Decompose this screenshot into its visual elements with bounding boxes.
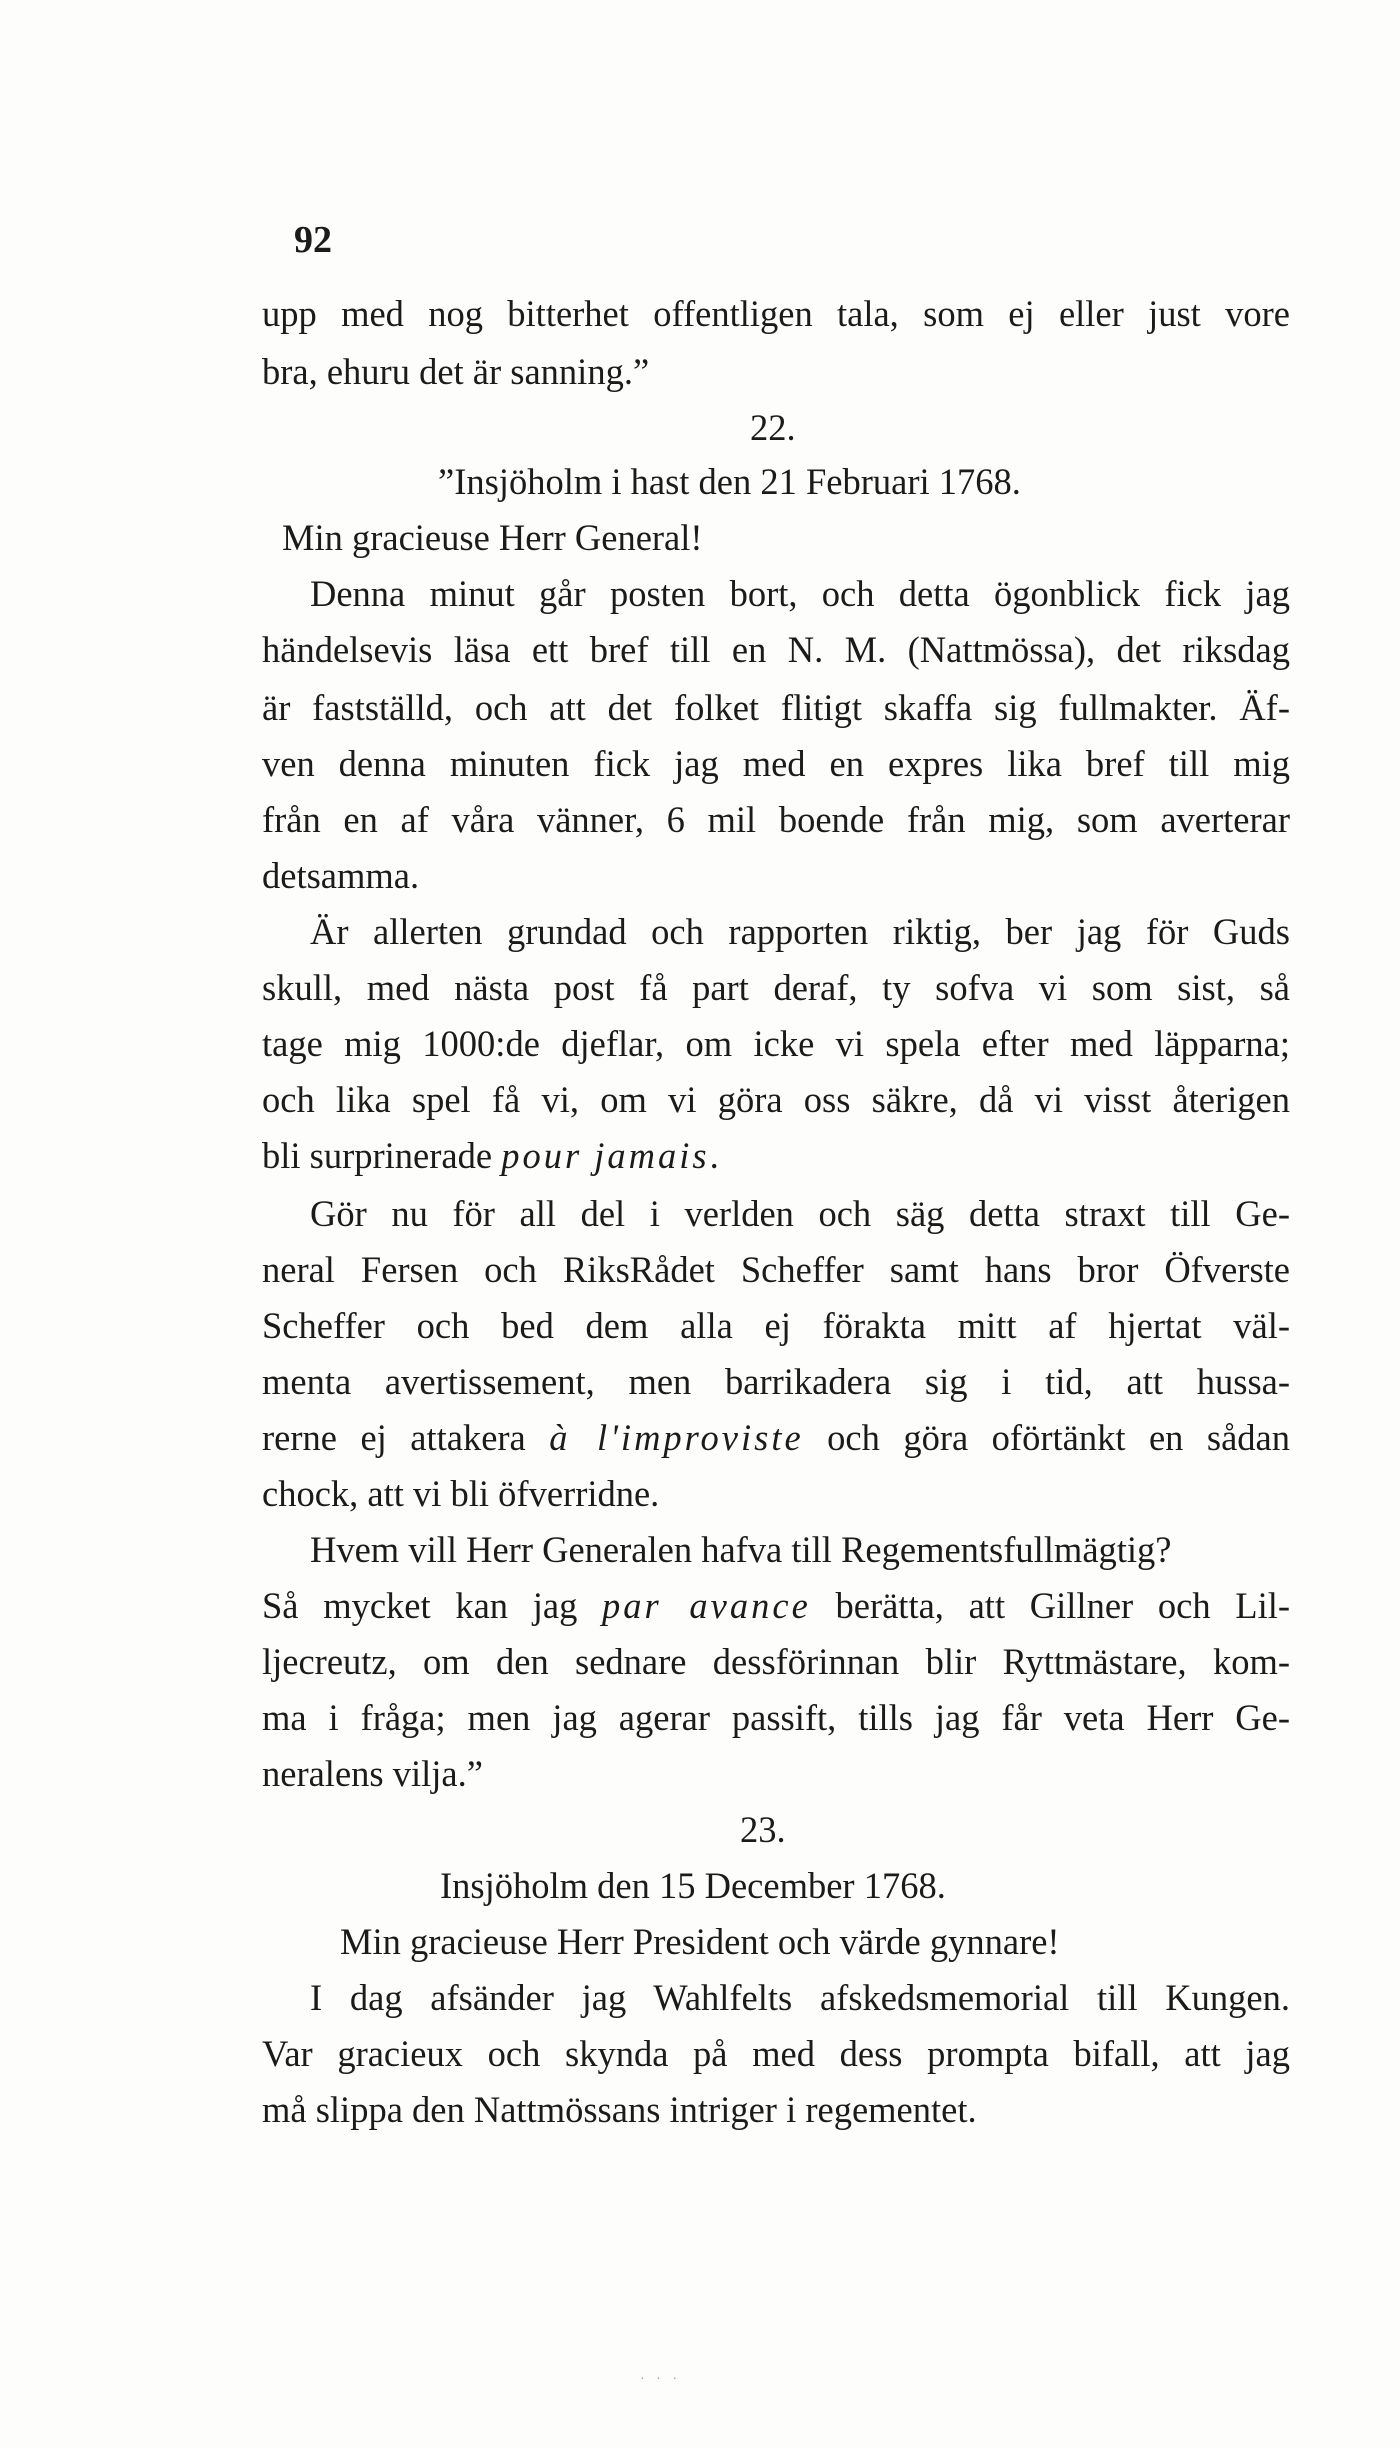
text-line: I dag afsänder jag Wahlfelts afskedsmemorial till Kungen. xyxy=(310,1977,1290,2018)
text-line: är fastställd, och att det folket flitigt skaffa sig fullmakter. Äf- xyxy=(262,687,1290,728)
text-line: Scheffer och bed dem alla ej förakta mitt af hjertat väl- xyxy=(262,1305,1290,1346)
page-number: 92 xyxy=(294,219,332,261)
text-line: Är allerten grundad och rapporten riktig, ber jag för Guds xyxy=(310,911,1290,952)
text-line: skull, med nästa post få part deraf, ty sofva vi som sist, så xyxy=(262,967,1290,1008)
text-line: upp med nog bitterhet offentligen tala, som ej eller just vore xyxy=(262,293,1290,334)
text-line: neral Fersen och RiksRådet Scheffer samt hans bror Öfverste xyxy=(262,1249,1290,1290)
text-line: ljecreutz, om den sednare dessförinnan blir Ryttmästare, kom- xyxy=(262,1641,1290,1682)
text-line: och lika spel få vi, om vi göra oss säkre, då vi visst återigen xyxy=(262,1079,1290,1120)
italic-phrase: pour jamais xyxy=(501,1135,710,1176)
text-line: detsamma. xyxy=(262,855,420,896)
text-line: ma i fråga; men jag agerar passift, tills jag får veta Herr Ge- xyxy=(262,1697,1290,1738)
text-line: rerne ej attakera à l'improviste och göra oförtänkt en sådan xyxy=(262,1417,1290,1458)
letter-number: 23. xyxy=(740,1809,786,1850)
letter-heading: ”Insjöholm i hast den 21 Februari 1768. xyxy=(438,461,1021,502)
text-line: Så mycket kan jag par avance berätta, att Gillner och Lil- xyxy=(262,1585,1291,1626)
text-line: bra, ehuru det är sanning.” xyxy=(262,351,650,392)
text-line: menta avertissement, men barrikadera sig i tid, att hussa- xyxy=(262,1361,1290,1402)
text-line: neralens vilja.” xyxy=(262,1753,483,1794)
text-line: ven denna minuten fick jag med en expres lika bref till mig xyxy=(262,743,1290,784)
italic-phrase: à l'improviste xyxy=(549,1417,804,1458)
text-line: från en af våra vänner, 6 mil boende från mig, som averterar xyxy=(262,799,1290,840)
salutation: Min gracieuse Herr General! xyxy=(282,517,703,558)
letter-number: 22. xyxy=(750,407,796,448)
text-line: chock, att vi bli öfverridne. xyxy=(262,1473,660,1514)
text-line: Gör nu för all del i verlden och säg detta straxt till Ge- xyxy=(310,1193,1290,1234)
letter-heading: Insjöholm den 15 December 1768. xyxy=(440,1865,946,1906)
text-line: händelsevis läsa ett bref till en N. M. (Nattmössa), det riksdag xyxy=(262,629,1290,670)
salutation: Min gracieuse Herr President och värde gynnare! xyxy=(340,1921,1060,1962)
text-line: Hvem vill Herr Generalen hafva till Regementsfullmägtig? xyxy=(310,1529,1172,1570)
text-line: tage mig 1000:de djeflar, om icke vi spela efter med läpparna; xyxy=(262,1023,1290,1064)
text-line: Var gracieux och skynda på med dess prompta bifall, att jag xyxy=(262,2033,1290,2074)
scan-speck: · · · xyxy=(640,2372,681,2387)
text-line: bli surprinerade pour jamais. xyxy=(262,1135,719,1176)
text-line: må slippa den Nattmössans intriger i regementet. xyxy=(262,2089,977,2130)
italic-phrase: par avance xyxy=(602,1585,811,1626)
text-line: Denna minut går posten bort, och detta ögonblick fick jag xyxy=(310,573,1290,614)
